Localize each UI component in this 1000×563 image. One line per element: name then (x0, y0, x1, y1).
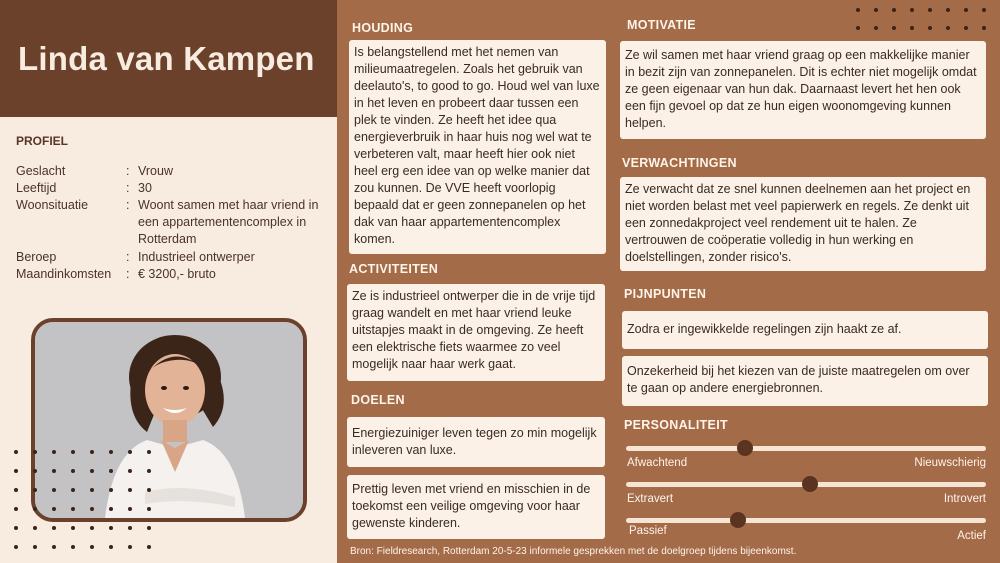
decorative-dot (147, 526, 151, 530)
decorative-dot (33, 526, 37, 530)
portrait-illustration (35, 322, 303, 518)
decorative-dot (128, 450, 132, 454)
slider-knob[interactable] (737, 440, 753, 456)
decorative-dot (856, 26, 860, 30)
profile-title: PROFIEL (16, 134, 69, 148)
decorative-dot (90, 488, 94, 492)
decorative-dot (109, 545, 113, 549)
decorative-dot (910, 26, 914, 30)
decorative-dot (856, 8, 860, 12)
houding-card (349, 40, 606, 254)
profile-key: Leeftijd (16, 181, 57, 195)
decorative-dot (90, 507, 94, 511)
profile-value: Woont samen met haar vriend in een appartementencomplex in Rotterdam (138, 198, 319, 246)
section-title-personaliteit: PERSONALITEIT (624, 418, 728, 432)
decorative-dot (982, 26, 986, 30)
decorative-dot (128, 469, 132, 473)
decorative-dot (128, 488, 132, 492)
decorative-dot (109, 507, 113, 511)
activiteiten-text: Ze is industrieel ontwerper die in de vrije tijd graag wandelt en met haar vriend leuke uitstapjes maakt in de omgeving. Ze heeft een elektrische fiets waarmee zo veel mogelijk naar haar werk gaat. (352, 289, 596, 371)
slider-knob[interactable] (730, 512, 746, 528)
trait-slider-3[interactable] (626, 518, 986, 523)
decorative-dot (90, 526, 94, 530)
pijnpunten-card-2 (622, 356, 988, 406)
decorative-dot (52, 469, 56, 473)
doelen-item: Energiezuiniger leven tegen zo min mogelijk inleveren van luxe. (352, 426, 597, 457)
verwachtingen-card (620, 177, 986, 271)
pijnpunten-item: Zodra er ingewikkelde regelingen zijn haakt ze af. (627, 322, 902, 336)
decorative-dot (90, 469, 94, 473)
decorative-dot (90, 450, 94, 454)
decorative-dot (128, 545, 132, 549)
section-title-motivatie: MOTIVATIE (627, 18, 696, 32)
trait-left-label: Passief (629, 525, 667, 537)
verwachtingen-text: Ze verwacht dat ze snel kunnen deelnemen aan het project en niet worden belast met veel papierwerk en regels. Ze denkt uit een zonnedakproject veel rendement uit te halen. Ze vertrouwen de coöperatie volledig in hun werking en doelstellingen, zonder risico's. (625, 182, 971, 264)
trait-right-label: Introvert (943, 493, 986, 505)
persona-name: Linda van Kampen (18, 40, 315, 77)
decorative-dot (52, 507, 56, 511)
source-note: Bron: Fieldresearch, Rotterdam 20-5-23 informele gesprekken met de doelgroep tijdens bijeenkomst. (350, 546, 797, 557)
profile-key: Geslacht (16, 164, 66, 178)
decorative-dot (109, 526, 113, 530)
decorative-dot (147, 507, 151, 511)
decorative-dot (964, 8, 968, 12)
houding-text: Is belangstellend met het nemen van milieumaatregelen. Zoals het gebruik van deelauto's, to good to go. Houd wel van luxe in het leven en probeert daar tussen een plek te vinden. Ze heeft het idee qua energieverbruik in haar huis nog wel wat te verbeteren valt, maar heeft hier ook niet heel erg een idee van op welke manier dat zou kunnen. De VVE heeft voorlopig bepaald dat er geen zonnepanelen op het dak van haar appartementencomplex komen. (354, 45, 600, 246)
trait-right-label: Actief (957, 530, 986, 542)
decorative-dot (33, 488, 37, 492)
decorative-dot (52, 526, 56, 530)
decorative-dot (71, 526, 75, 530)
decorative-dot (90, 545, 94, 549)
decorative-dot (928, 8, 932, 12)
doelen-card-1 (347, 417, 605, 467)
trait-right-label: Nieuwschierig (914, 457, 986, 469)
pijnpunten-item: Onzekerheid bij het kiezen van de juiste maatregelen om over te gaan op andere energiebronnen. (627, 364, 970, 395)
profile-key: Beroep (16, 250, 57, 264)
profile-colon: : (126, 181, 130, 195)
doelen-item: Prettig leven met vriend en misschien in de toekomst een veilige omgeving voor haar gewenste kinderen. (352, 482, 591, 530)
trait-slider-1[interactable] (626, 446, 986, 451)
decorative-dot (14, 488, 18, 492)
decorative-dot (52, 545, 56, 549)
decorative-dot (147, 469, 151, 473)
decorative-dot (964, 26, 968, 30)
decorative-dot (14, 545, 18, 549)
profile-colon: : (126, 164, 130, 178)
section-title-pijnpunten: PIJNPUNTEN (624, 287, 707, 301)
trait-left-label: Afwachtend (627, 457, 688, 469)
profile-value: Vrouw (138, 164, 173, 178)
profile-colon: : (126, 198, 130, 212)
decorative-dot (33, 469, 37, 473)
profile-key: Woonsituatie (16, 198, 89, 212)
decorative-dot (14, 450, 18, 454)
decorative-dot (71, 507, 75, 511)
section-title-verwachtingen: VERWACHTINGEN (622, 156, 737, 170)
decorative-dot (14, 469, 18, 473)
decorative-dot (52, 450, 56, 454)
decorative-dot (892, 26, 896, 30)
decorative-dot (946, 26, 950, 30)
decorative-dot (33, 450, 37, 454)
section-title-activiteiten: ACTIVITEITEN (349, 262, 439, 276)
decorative-dot (946, 8, 950, 12)
decorative-dot (71, 469, 75, 473)
motivatie-text: Ze wil samen met haar vriend graag op een makkelijke manier in bezit zijn van zonnepanelen. Dit is echter niet mogelijk omdat ze geen eigenaar van hun dak. Daarnaast levert het hen ook een fijn gevoel op dat ze hun eigen woonomgeving kunnen helpen. (625, 48, 977, 130)
decorative-dot (147, 545, 151, 549)
activiteiten-card (347, 284, 605, 381)
decorative-dot (928, 26, 932, 30)
section-title-houding: HOUDING (352, 21, 414, 35)
decorative-dot (910, 8, 914, 12)
decorative-dot (33, 507, 37, 511)
section-title-doelen: DOELEN (351, 393, 405, 407)
motivatie-card (620, 41, 986, 139)
profile-colon: : (126, 250, 130, 264)
slider-knob[interactable] (802, 476, 818, 492)
decorative-dot (109, 488, 113, 492)
decorative-dot (14, 526, 18, 530)
pijnpunten-card-1 (622, 311, 988, 349)
decorative-dot (128, 526, 132, 530)
decorative-dot (128, 507, 132, 511)
profile-key: Maandinkomsten (16, 267, 112, 281)
decorative-dot (147, 450, 151, 454)
name-banner (0, 0, 337, 117)
profile-value: 30 (138, 181, 152, 195)
decorative-dot (71, 488, 75, 492)
profile-value: Industrieel ontwerper (138, 250, 255, 264)
doelen-card-2 (347, 475, 605, 539)
decorative-dot (52, 488, 56, 492)
decorative-dot (14, 507, 18, 511)
profile-value: € 3200,- bruto (138, 267, 216, 281)
decorative-dot (982, 8, 986, 12)
trait-slider-2[interactable] (626, 482, 986, 487)
decorative-dot (874, 26, 878, 30)
decorative-dot (109, 469, 113, 473)
profile-colon: : (126, 267, 130, 281)
decorative-dot (71, 545, 75, 549)
decorative-dot (892, 8, 896, 12)
decorative-dot (147, 488, 151, 492)
trait-left-label: Extravert (627, 493, 674, 505)
decorative-dot (109, 450, 113, 454)
decorative-dot (33, 545, 37, 549)
decorative-dot (71, 450, 75, 454)
decorative-dot (874, 8, 878, 12)
